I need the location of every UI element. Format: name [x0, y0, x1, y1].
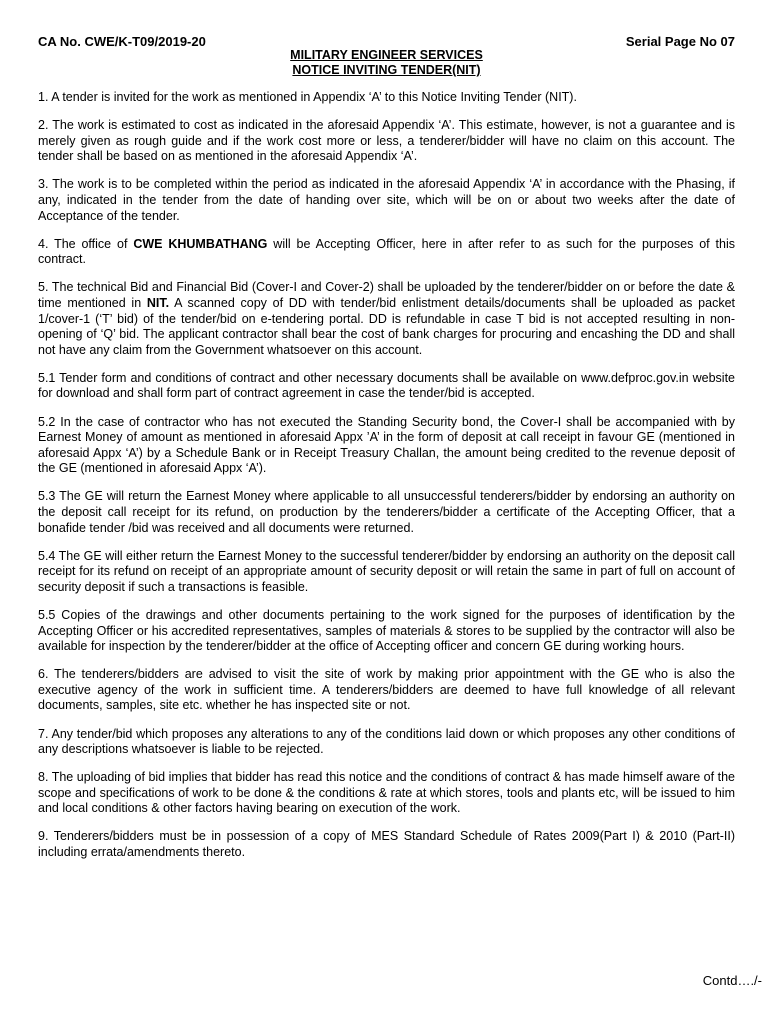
title-mes: MILITARY ENGINEER SERVICES: [290, 48, 483, 62]
paragraph-5-text-a: 5. The technical Bid and Financial Bid (Cover-I and Cover-2) shall be uploaded by the tenderer/bidder on or before the date & time mentioned in: [38, 280, 735, 310]
paragraph-6: 6. The tenderers/bidders are advised to visit the site of work by making prior appointment with the GE who is also the executive agency of the work in sufficient time. A tenderers/bidders are deemed to have full knowledge of all relevant documents, samples, site etc. whether he has inspected site or not.: [38, 667, 735, 713]
paragraph-5-2: 5.2 In the case of contractor who has not executed the Standing Security bond, the Cover-I shall be accompanied with by Earnest Money of amount as mentioned in aforesaid Appx ’A’ in the form of deposit at call receipt in favour GE (mentioned in aforesaid Appx ‘A’) by a Schedule Bank or in Receipt Treasury Challan, the amount being credited to the revenue deposit of the GE (mentioned in aforesaid Appx ‘A’).: [38, 414, 735, 476]
paragraph-2: 2. The work is estimated to cost as indicated in the aforesaid Appendix ‘A’. This estimate, however, is not a guarantee and is merely given as rough guide and if the work cost more or less, a tenderer/bidder will have no claim on this account. The tender shall be based on as mentioned in the aforesaid Appendix ‘A’.: [38, 118, 735, 164]
paragraph-1: 1. A tender is invited for the work as mentioned in Appendix ‘A’ to this Notice Inviting Tender (NIT).: [38, 90, 577, 104]
paragraph-5-4: 5.4 The GE will either return the Earnest Money to the successful tenderer/bidder by endorsing an authority on the deposit call receipt for its refund on receipt of an appropriate amount of security deposit or will retain the same in part of full on account of security deposit if such a transactions is feasible.: [38, 548, 735, 594]
header-row: [38, 34, 735, 52]
paragraph-7: 7. Any tender/bid which proposes any alterations to any of the conditions laid down or which proposes any other conditions of any descriptions whatsoever is liable to be rejected.: [38, 726, 735, 757]
paragraph-9: 9. Tenderers/bidders must be in possession of a copy of MES Standard Schedule of Rates 2009(Part I) & 2010 (Part-II) including errata/amendments thereto.: [38, 829, 735, 860]
title-nit: NOTICE INVITING TENDER(NIT): [292, 63, 481, 77]
document-page: [38, 34, 735, 873]
paragraph-5-1: 5.1 Tender form and conditions of contract and other necessary documents shall be available on www.defproc.gov.in website for download and shall form part of contract agreement in case the tender/bid is accepted.: [38, 370, 735, 401]
paragraph-5: [38, 280, 735, 358]
paragraph-5-3: 5.3 The GE will return the Earnest Money where applicable to all unsuccessful tenderers/bidder by endorsing an authority on the deposit call receipt for its refund, on production by the tenderers/bidder a certificate of the Accepting Officer, that a bonafide tender /bid was received and all documents were returned.: [38, 489, 735, 535]
nit-bold: NIT.: [146, 295, 170, 310]
paragraph-3: 3. The work is to be completed within the period as indicated in the aforesaid Appendix ‘A’ in accordance with the Phasing, if any, indicated in the tender from the date of handing over site, which will be on or about two weeks after the date of Acceptance of the tender.: [38, 177, 735, 223]
paragraph-4: [38, 237, 735, 268]
paragraph-8: 8. The uploading of bid implies that bidder has read this notice and the conditions of contract & has made himself aware of the scope and specifications of work to be done & the conditions & rate at which stores, tools and plants etc, will be issued to him and local conditions & other factors having bearing on execution of the work.: [38, 770, 735, 816]
ca-number: CA No. CWE/K-T09/2019-20: [38, 34, 206, 49]
continued-note: Contd…./-: [702, 973, 762, 988]
document-titles: [38, 48, 735, 78]
paragraph-5-5: 5.5 Copies of the drawings and other documents pertaining to the work signed for the purposes of identification by the Accepting Officer or his accredited representatives, samples of materials & stores to be supplied by the contractor will also be available for inspection by the tenderer/bidder at the office of Accepting officer and concern GE during working hours.: [38, 607, 735, 654]
serial-page-number: Serial Page No 07: [625, 34, 735, 49]
accepting-officer-name: CWE KHUMBATHANG: [133, 236, 268, 251]
paragraph-4-text-b: will be Accepting Officer, here in after refer to as such for the purposes of this contract.: [38, 236, 735, 267]
paragraph-5-text-b: A scanned copy of DD with tender/bid enlistment details/documents shall be uploaded as packet 1/cover-1 (‘T’ bid) of the tender/bid on e-tendering portal. DD is refundable in case T bid is not accepted resulting in non-opening of ‘Q’ bid. The applicant contractor shall bear the cost of bank charges for procuring and encashing the DD and shall not have any claim from the Government whatsoever on this account.: [38, 295, 735, 357]
paragraph-4-text-a: 4. The office of: [38, 236, 134, 251]
